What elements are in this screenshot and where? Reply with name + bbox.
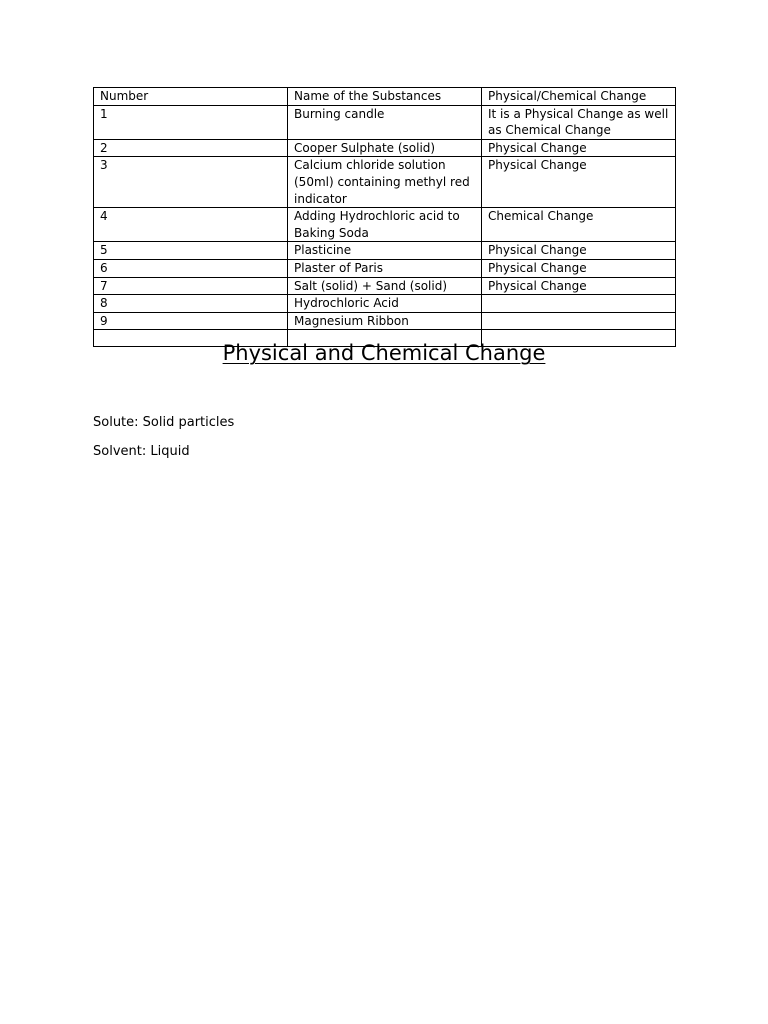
cell-substance: Hydrochloric Acid [288, 295, 482, 313]
cell-number: 3 [94, 157, 288, 208]
header-change-type: Physical/Chemical Change [482, 88, 676, 106]
header-substance: Name of the Substances [288, 88, 482, 106]
table-row [94, 157, 676, 208]
cell-number: 2 [94, 139, 288, 157]
table-row [94, 295, 676, 313]
cell-substance: Plasticine [288, 242, 482, 260]
table-row [94, 208, 676, 242]
cell-change-type: It is a Physical Change as well as Chemical Change [482, 105, 676, 139]
cell-substance: Burning candle [288, 105, 482, 139]
table-row [94, 105, 676, 139]
cell-substance: Calcium chloride solution (50ml) containing methyl red indicator [288, 157, 482, 208]
cell-substance: Salt (solid) + Sand (solid) [288, 277, 482, 295]
solvent-note: Solvent: Liquid [93, 444, 190, 459]
cell-change-type [482, 312, 676, 330]
cell-change-type: Physical Change [482, 259, 676, 277]
cell-number: 6 [94, 259, 288, 277]
table-row [94, 242, 676, 260]
cell-substance: Cooper Sulphate (solid) [288, 139, 482, 157]
cell-substance: Magnesium Ribbon [288, 312, 482, 330]
cell-change-type [482, 295, 676, 313]
table-row [94, 277, 676, 295]
cell-number: 4 [94, 208, 288, 242]
cell-number: 8 [94, 295, 288, 313]
cell-change-type: Physical Change [482, 277, 676, 295]
cell-substance: Adding Hydrochloric acid to Baking Soda [288, 208, 482, 242]
header-number: Number [94, 88, 288, 106]
cell-change-type: Chemical Change [482, 208, 676, 242]
cell-number: 9 [94, 312, 288, 330]
cell-change-type: Physical Change [482, 157, 676, 208]
table-row [94, 139, 676, 157]
table-row [94, 312, 676, 330]
changes-table [93, 87, 676, 347]
cell-change-type: Physical Change [482, 139, 676, 157]
cell-number: 1 [94, 105, 288, 139]
cell-change-type: Physical Change [482, 242, 676, 260]
table-header-row [94, 88, 676, 106]
cell-number: 7 [94, 277, 288, 295]
table-row [94, 259, 676, 277]
document-title: Physical and Chemical Change [222, 341, 546, 365]
cell-number: 5 [94, 242, 288, 260]
solute-note: Solute: Solid particles [93, 415, 235, 430]
cell-substance: Plaster of Paris [288, 259, 482, 277]
